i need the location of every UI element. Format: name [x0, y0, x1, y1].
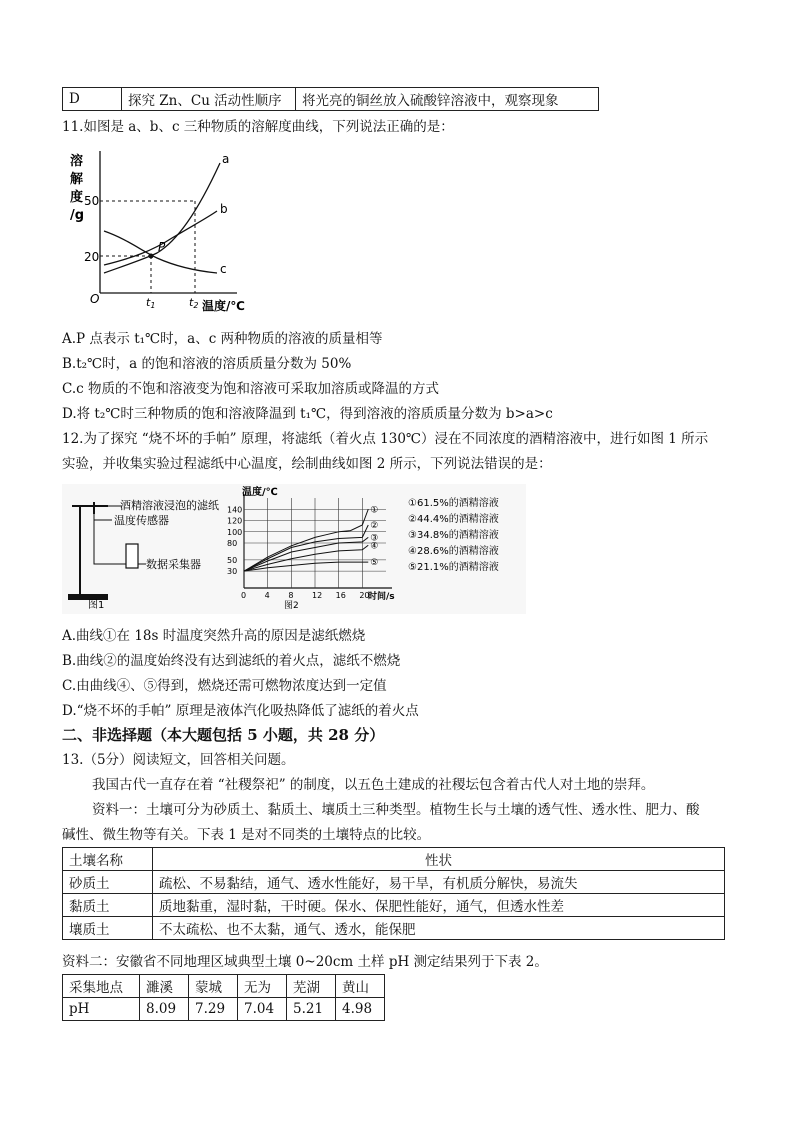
top-cell-2: 探究 Zn、Cu 活动性顺序: [122, 88, 296, 111]
q13-para-1: 我国古代一直存在着 “社稷祭祀” 的制度，以五色土建成的社稷坛包含着古代人对土地的崇拜。: [92, 777, 655, 793]
c2-xlabel: 时间/s: [368, 592, 395, 602]
c2-x-tick: 8: [288, 591, 294, 600]
c2-y-tick: 120: [227, 516, 243, 526]
c2-series-mark-4: ④: [370, 541, 379, 552]
ph-cell: 无为: [238, 975, 287, 998]
c2-x-tick: 0: [241, 591, 247, 600]
solubility-chart: [62, 143, 262, 318]
soil-cell: 质地黏重，湿时黏，干时硬。保水、保肥性能好，通气，但透水性差: [153, 894, 725, 917]
soil-header-prop: 性状: [153, 848, 725, 871]
q12-option-b: B.曲线②的温度始终没有达到滤纸的着火点，滤纸不燃烧: [62, 653, 401, 669]
point-p: [149, 254, 154, 259]
c2-legend-5: ⑤21.1%的酒精溶液: [408, 562, 499, 573]
x-tick-t2: t2: [189, 296, 199, 310]
soil-cell: 砂质土: [63, 871, 153, 894]
section2-heading: 二、非选择题（本大题包括 5 小题，共 28 分）: [62, 726, 385, 744]
c2-ylabel: 温度/℃: [242, 487, 278, 498]
q12-stem-2: 实验，并收集实验过程滤纸中心温度，绘制曲线如图 2 所示，下列说法错误的是：: [62, 456, 552, 472]
ph-cell: 7.04: [238, 998, 287, 1021]
ph-cell: 8.09: [140, 998, 189, 1021]
ph-cell: 濉溪: [140, 975, 189, 998]
ph-cell: 5.21: [287, 998, 336, 1021]
top-cell-1: D: [63, 88, 122, 111]
soil-table: [62, 847, 725, 940]
q11-option-b: B.t₂℃时，a 的饱和溶液的溶质质量分数为 50%: [62, 356, 352, 372]
c2-legend-4: ④28.6%的酒精溶液: [408, 546, 499, 557]
q11-option-c: C.c 物质的不饱和溶液变为饱和溶液可采取加溶质或降温的方式: [62, 381, 439, 397]
c2-x-tick: 4: [264, 591, 270, 600]
label-b: b: [220, 202, 228, 216]
q11-option-d: D.将 t₂℃时三种物质的饱和溶液降温到 t₁℃，得到溶液的溶质质量分数为 b>a>c: [62, 406, 553, 422]
c2-y-tick: 30: [227, 567, 238, 577]
ph-cell: 7.29: [189, 998, 238, 1021]
q13-stem: 13.（5分）阅读短文，回答相关问题。: [62, 752, 295, 768]
label-c: c: [220, 262, 227, 276]
c2-caption: 图2: [284, 601, 299, 611]
origin-label: O: [90, 292, 100, 306]
ph-cell: 黄山: [336, 975, 385, 998]
c2-y-tick: 80: [227, 539, 238, 548]
label-a: a: [222, 152, 230, 166]
c2-series-mark-5: ⑤: [370, 558, 379, 569]
q12-option-c: C.由曲线④、⑤得到，燃烧还需可燃物浓度达到一定值: [62, 678, 387, 694]
soil-cell: 不太疏松、也不太黏，通气、透水，能保肥: [153, 917, 725, 940]
table-row: [63, 894, 725, 917]
c2-series-mark-3: ③: [370, 533, 379, 544]
y-tick-50: 50: [84, 194, 100, 208]
apparatus-figure: [62, 484, 237, 614]
fig1-caption: 图1: [88, 600, 105, 611]
c2-legend-1: ①61.5%的酒精溶液: [408, 498, 499, 509]
curve-a: [104, 163, 220, 273]
ylabel-char-1: 溶: [70, 154, 84, 169]
table-row: [63, 998, 385, 1021]
top-cell-3: 将光亮的铜丝放入硫酸锌溶液中，观察现象: [296, 88, 599, 111]
c2-y-tick: 140: [227, 505, 243, 515]
soil-cell: 黏质土: [63, 894, 153, 917]
fig1-label-1: 酒精溶液浸泡的滤纸: [120, 499, 219, 512]
q11-stem: 11.如图是 a、b、c 三种物质的溶解度曲线，下列说法正确的是：: [62, 119, 454, 135]
ph-cell: 采集地点: [63, 975, 140, 998]
xlabel: 温度/℃: [202, 299, 245, 313]
ph-cell: 蒙城: [189, 975, 238, 998]
point-p-label: P: [158, 240, 166, 254]
ylabel-char-2: 解: [70, 172, 84, 187]
x-tick-t1: t1: [146, 296, 156, 310]
soil-cell: 壤质土: [63, 917, 153, 940]
c2-y-tick: 100: [227, 527, 243, 537]
c2-x-tick: 12: [312, 591, 323, 600]
fig1-label-2: 温度传感器: [114, 514, 169, 527]
ph-cell: 4.98: [336, 998, 385, 1021]
c2-legend-2: ②44.4%的酒精溶液: [408, 514, 499, 525]
ph-cell: 芜湖: [287, 975, 336, 998]
temperature-chart: [226, 484, 526, 614]
ylabel-unit: /g: [70, 208, 85, 223]
q13-para-3: 资料二：安徽省不同地理区域典型土壤 0~20cm 土样 pH 测定结果列于下表 2。: [62, 954, 548, 970]
q12-stem-1: 12.为了探究 “烧不坏的手帕” 原理，将滤纸（着火点 130℃）浸在不同浓度的酒精溶液中，进行如图 1 所示: [62, 431, 709, 447]
soil-cell: 疏松、不易黏结，通气、透水性能好，易干旱，有机质分解快，易流失: [153, 871, 725, 894]
c2-x-tick: 20: [359, 591, 370, 600]
c2-y-tick: 50: [227, 555, 238, 565]
q12-option-a: A.曲线①在 18s 时温度突然升高的原因是滤纸燃烧: [62, 628, 366, 644]
q13-para-2b: 碱性、微生物等有关。下表 1 是对不同类的土壤特点的比较。: [62, 827, 431, 843]
table-row: [63, 975, 385, 998]
c2-series-mark-2: ②: [370, 521, 379, 531]
q12-option-d: D.“烧不坏的手帕” 原理是液体汽化吸热降低了滤纸的着火点: [62, 703, 419, 719]
c2-series-mark-1: ①: [370, 505, 379, 516]
c2-x-tick: 16: [335, 591, 346, 600]
ph-cell: pH: [63, 998, 140, 1021]
q13-para-2a: 资料一：土壤可分为砂质土、黏质土、壤质土三种类型。植物生长与土壤的透气性、透水性、肥力、酸: [92, 802, 700, 818]
q11-option-a: A.P 点表示 t₁℃时，a、c 两种物质的溶液的质量相等: [62, 331, 383, 347]
y-tick-20: 20: [84, 250, 100, 264]
table-row: [63, 871, 725, 894]
fig1-label-3: 数据采集器: [146, 558, 201, 571]
c2-legend-3: ③34.8%的酒精溶液: [408, 530, 499, 541]
top-table: [62, 87, 599, 111]
table-row: [63, 917, 725, 940]
ylabel-char-3: 度: [70, 190, 84, 205]
ph-table: [62, 974, 385, 1021]
soil-header-name: 土壤名称: [63, 848, 153, 871]
